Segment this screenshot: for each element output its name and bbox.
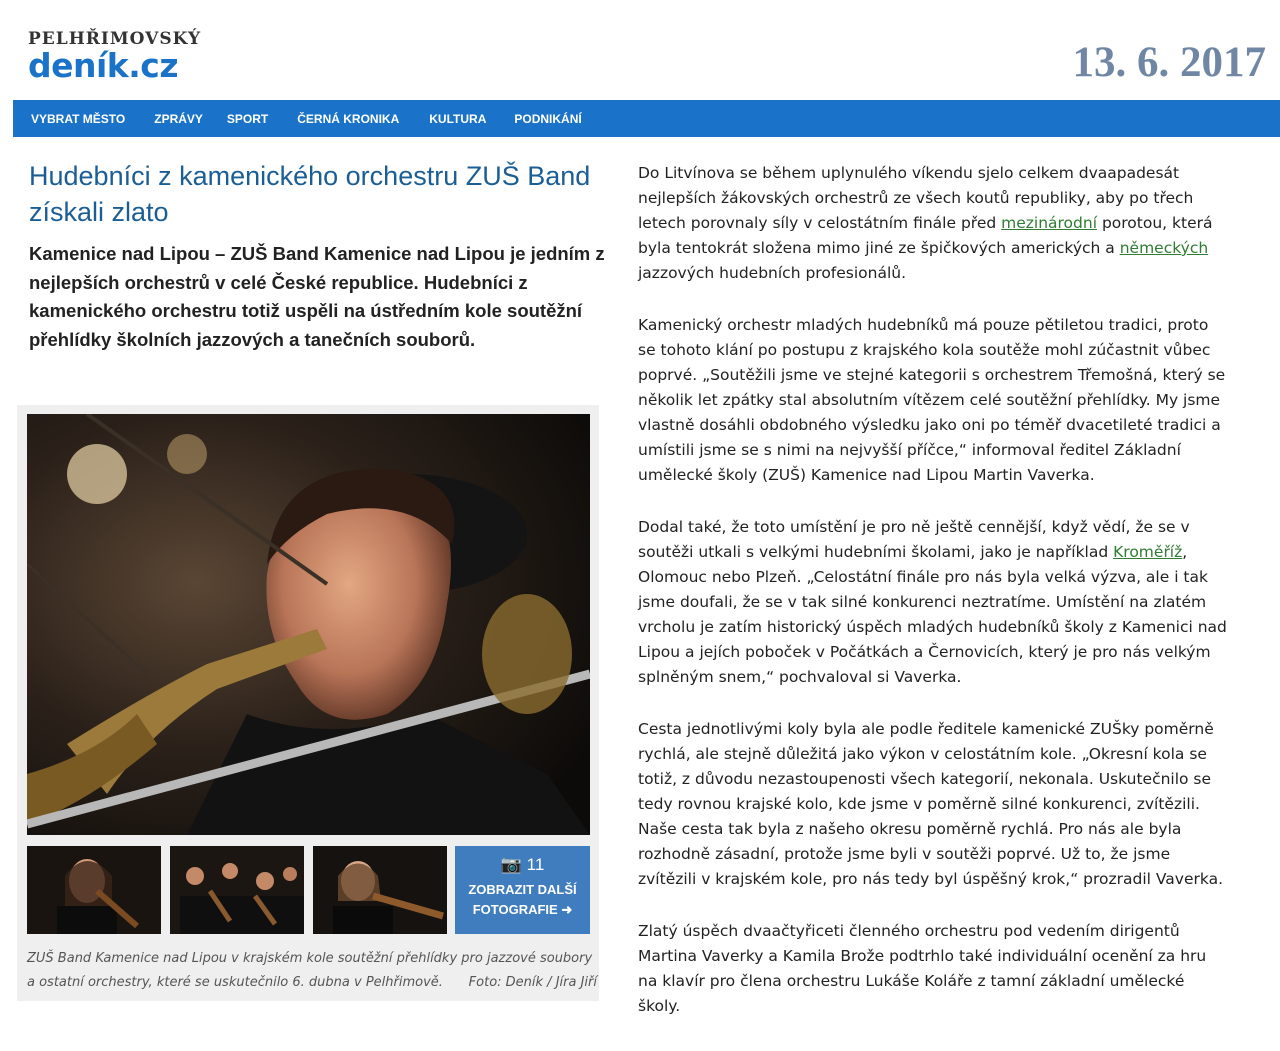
paragraph-text: , Olomouc nebo Plzeň. „Celostátní finále pro nás byla velká výzva, ale i tak jsme doufali, že se v tak silné konkurenci neztratíme. Umístění na zlatém vrcholu je zatím historický úspěch mladých hudebníků školy z Kamenici nad Lipou a jejích poboček v Počátkách a Černovicích, který je pro nás velkým splněným snem,“ pochvaloval si Vaverka. [638,543,1227,686]
more-photos-button[interactable] [455,846,590,934]
more-photos-label-line2: FOTOGRAFIE [472,902,558,917]
photo-credit: Foto: Deník / Jíra Jiří [468,975,597,990]
nav-item-sport[interactable]: SPORT [226,111,269,126]
nav-item-podnikani[interactable]: PODNIKÁNÍ [514,111,582,126]
gallery-thumb-1[interactable] [27,846,161,934]
thumb-photo-orchestra [170,846,304,934]
link-mezinarodni[interactable]: mezinárodní [1001,214,1098,232]
chevron-right-icon: ➜ [561,902,573,917]
logo-domain: deník [28,46,129,85]
site-logo[interactable] [28,30,201,84]
caption-text: ZUŠ Band Kamenice nad Lipou v krajském kole soutěžní přehlídky pro jazzové soubory a ostatní orchestry, které se uskutečnilo 6. dubna v Pelhřimově. [27,951,593,990]
more-photos-label-line1: ZOBRAZIT DALŠÍ [468,882,577,897]
main-photo[interactable] [27,414,590,835]
article-body [638,161,1228,1046]
main-nav [13,100,1280,137]
photo-gallery [17,405,599,1001]
gallery-thumb-2[interactable] [170,846,304,934]
nav-item-kultura[interactable]: KULTURA [429,111,487,126]
camera-icon: 📷 [500,855,522,874]
saxophonist-photo [27,414,590,835]
link-nemeckych[interactable]: německých [1119,239,1209,257]
logo-region-name: PELHŘIMOVSKÝ [28,29,202,49]
paragraph-text: Dodal také, že toto umístění je pro ně ještě cennější, když vědí, že se v soutěži utkali s velkými hudebními školami, jako je například [638,518,1190,561]
logo-tld: .cz [128,46,179,85]
thumb-photo-violinist [27,846,161,934]
gallery-thumb-3[interactable] [313,846,447,934]
paragraph-text: jazzových hudebních profesionálů. [638,264,907,282]
article-paragraph-2: Kamenický orchestr mladých hudebníků má pouze pětiletou tradici, proto se tohoto klání po postupu z krajského kola soutěže mohl zúčastnit vůbec poprvé. „Soutěžili jsme ve stejné kategorii s orchestrem Třemošná, který se několik let zpátky stal absolutním vítězem celé soutěžní přehlídky. My jsme vlastně dosáhli obdobného výsledku jako oni po téměř dvacetileté tradici a umístili jsme se s nimi na nejvyšší příčce,“ informoval ředitel Základní umělecké školy (ZUŠ) Kamenice nad Lipou Martin Vaverka. [638,316,1226,484]
nav-item-cerna-kronika[interactable]: ČERNÁ KRONIKA [297,111,400,126]
paragraph-text: Do Litvínova se během uplynulého víkendu sjelo celkem dvaapadesát nejlepších žákovských orchestrů ze všech koutů republiky, aby po třech letech porovnaly síly v celostátním finále před [638,164,1194,232]
article-paragraph-3 [638,515,1228,690]
nav-item-vybrat-mesto[interactable]: VYBRAT MĚSTO [31,111,126,126]
article-lead: Kamenice nad Lipou – ZUŠ Band Kamenice nad Lipou je jedním z nejlepších orchestrů v celé České republice. Hudebníci z kamenického orchestru totiž uspěli na ústředním kole soutěžní přehlídky školních jazzových a tanečních souborů. [29,243,605,350]
nav-item-zpravy[interactable]: ZPRÁVY [154,111,203,126]
page-date: 13. 6. 2017 [1072,39,1266,86]
article-paragraph-4: Cesta jednotlivými koly byla ale podle ředitele kamenické ZUŠky poměrně rychlá, ale stejně důležitá jako výkon v celostátním kole. „Okresní kola se totiž, z důvodu nezastoupenosti všech kategorií, nekonala. Uskutečnilo se tedy rovnou krajské kolo, kde jsme v poměrně silné konkurenci, zvítězili. Naše cesta tak byla z našeho okresu poměrně rychlá. Pro nás ale byla rozhodně zásadní, protože jsme byli v soutěži poprvé. Už to, že jsme zvítězili v krajském kole, pro nás tedy byl úspěšný krok,“ prozradil Vaverka. [638,720,1224,888]
photo-caption [27,947,597,995]
article-paragraph-5: Zlatý úspěch dvaačtyřiceti členného orchestru pod vedením dirigentů Martina Vaverky a Kamila Brože podtrhlo také individuální ocenění za hru na klavír pro člena orchestru Lukáše Koláře z tamní základní umělecké školy. [638,922,1207,1015]
photo-count: 11 [526,855,545,874]
paragraph-text: porotou, která byla tentokrát složena mimo jiné ze špičkových amerických a [638,214,1213,257]
link-kromeriz[interactable]: Kroměříž [1113,543,1183,561]
article-title: Hudebníci z kamenického orchestru ZUŠ Band získali zlato [29,161,591,227]
thumb-photo-violin-girl [313,846,447,934]
article-paragraph-1 [638,161,1228,286]
more-photos-label [455,880,590,920]
logo-wordmark [28,48,201,84]
